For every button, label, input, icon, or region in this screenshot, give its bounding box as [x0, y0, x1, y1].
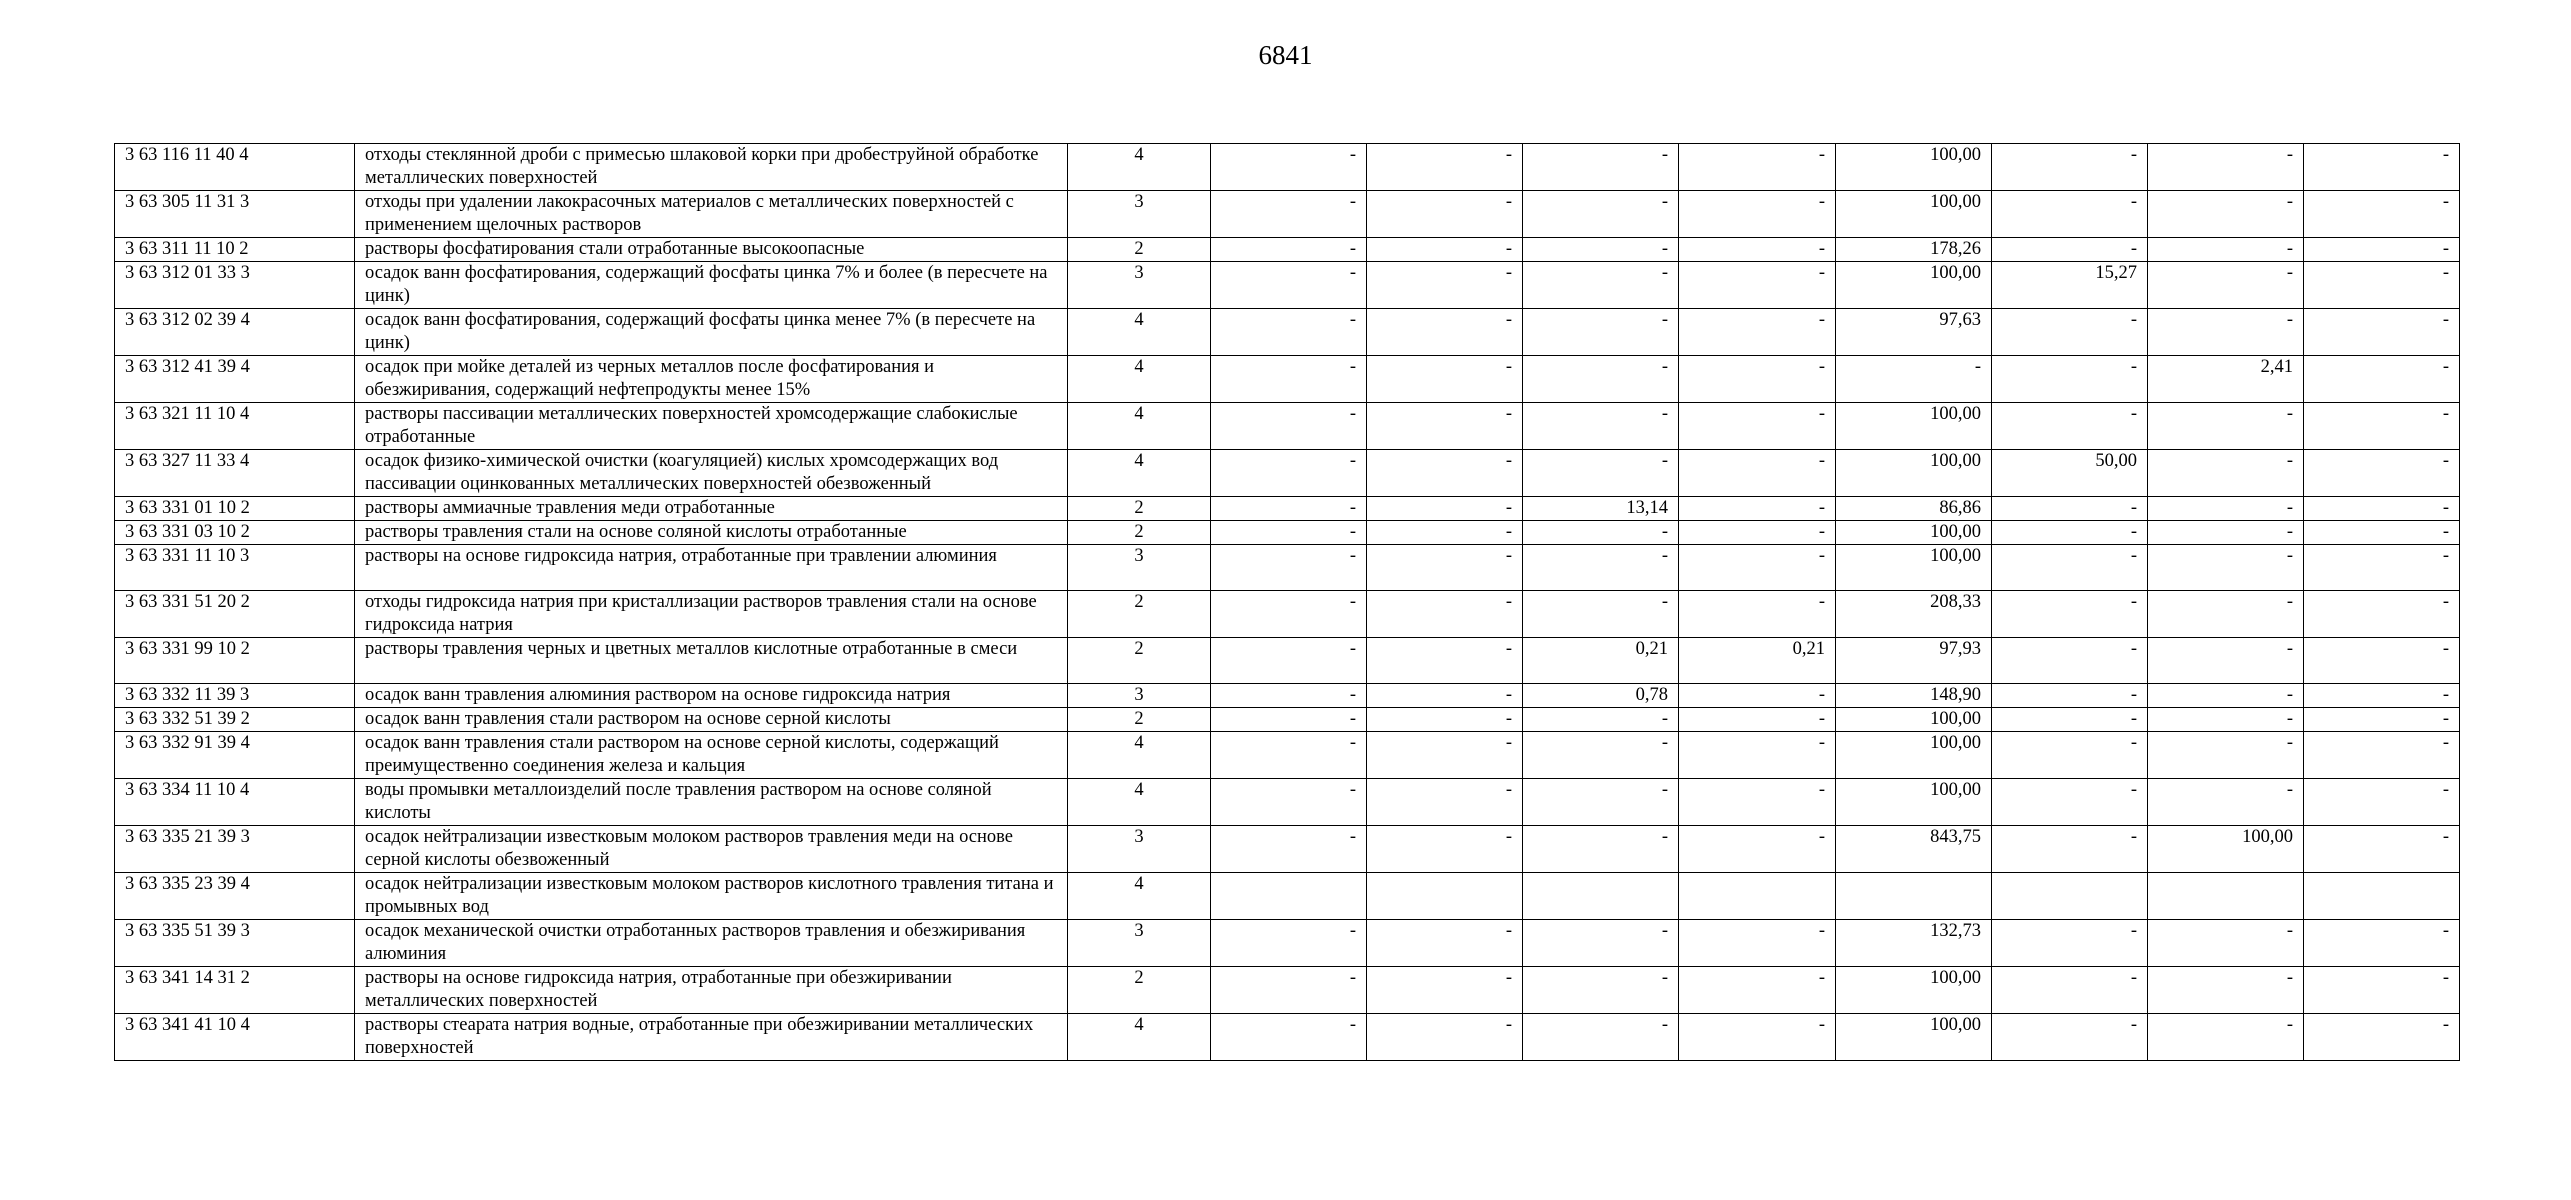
value-cell-6: -: [1992, 708, 2148, 732]
value-cell-6: -: [1992, 403, 2148, 450]
value-cell-6: -: [1992, 356, 2148, 403]
waste-code-cell: 3 63 341 41 10 4: [115, 1014, 355, 1061]
value-cell-4: -: [1679, 450, 1836, 497]
hazard-class-cell: 4: [1068, 779, 1211, 826]
table-row: [115, 356, 2460, 403]
value-cell-7: -: [2148, 309, 2304, 356]
value-cell-3: -: [1523, 708, 1679, 732]
value-cell-2: -: [1367, 779, 1523, 826]
value-cell-4: -: [1679, 920, 1836, 967]
value-cell-7: -: [2148, 191, 2304, 238]
waste-name-cell: воды промывки металлоизделий после травления раствором на основе соляной кислоты: [355, 779, 1068, 826]
table-row: [115, 238, 2460, 262]
waste-code-cell: 3 63 312 41 39 4: [115, 356, 355, 403]
value-cell-6: -: [1992, 638, 2148, 684]
waste-name-cell: осадок физико-химической очистки (коагуляцией) кислых хромсодержащих вод пассивации оцинкованных металлических поверхностей обезвоженный: [355, 450, 1068, 497]
hazard-class-cell: 2: [1068, 591, 1211, 638]
hazard-class-cell: 2: [1068, 238, 1211, 262]
value-cell-4: -: [1679, 191, 1836, 238]
table-row: [115, 826, 2460, 873]
waste-name-cell: растворы травления черных и цветных металлов кислотные отработанные в смеси: [355, 638, 1068, 684]
value-cell-7: -: [2148, 708, 2304, 732]
value-cell-3: -: [1523, 450, 1679, 497]
table-row: [115, 521, 2460, 545]
hazard-class-cell: 4: [1068, 309, 1211, 356]
table-row: [115, 545, 2460, 591]
waste-code-cell: 3 63 331 11 10 3: [115, 545, 355, 591]
table-row: [115, 638, 2460, 684]
waste-name-cell: отходы гидроксида натрия при кристаллизации растворов травления стали на основе гидроксида натрия: [355, 591, 1068, 638]
value-cell-3: -: [1523, 262, 1679, 309]
value-cell-6: -: [1992, 1014, 2148, 1061]
waste-code-cell: 3 63 331 51 20 2: [115, 591, 355, 638]
value-cell-5: 100,00: [1836, 262, 1992, 309]
waste-code-cell: 3 63 327 11 33 4: [115, 450, 355, 497]
value-cell-3: -: [1523, 521, 1679, 545]
value-cell-2: -: [1367, 591, 1523, 638]
value-cell-6: -: [1992, 191, 2148, 238]
value-cell-8: -: [2304, 262, 2460, 309]
value-cell-7: -: [2148, 638, 2304, 684]
value-cell-1: -: [1211, 356, 1367, 403]
waste-name-cell: осадок механической очистки отработанных растворов травления и обезжиривания алюминия: [355, 920, 1068, 967]
table-row: [115, 967, 2460, 1014]
value-cell-5: 132,73: [1836, 920, 1992, 967]
value-cell-6: -: [1992, 779, 2148, 826]
waste-name-cell: растворы пассивации металлических поверхностей хромсодержащие слабокислые отработанные: [355, 403, 1068, 450]
waste-code-cell: 3 63 116 11 40 4: [115, 144, 355, 191]
waste-code-cell: 3 63 335 51 39 3: [115, 920, 355, 967]
value-cell-7: -: [2148, 521, 2304, 545]
value-cell-1: -: [1211, 450, 1367, 497]
value-cell-6: -: [1992, 144, 2148, 191]
value-cell-4: -: [1679, 497, 1836, 521]
value-cell-1: -: [1211, 684, 1367, 708]
value-cell-7: -: [2148, 144, 2304, 191]
waste-name-cell: растворы стеарата натрия водные, отработанные при обезжиривании металлических поверхностей: [355, 1014, 1068, 1061]
waste-code-cell: 3 63 334 11 10 4: [115, 779, 355, 826]
value-cell-3: -: [1523, 732, 1679, 779]
value-cell-5: 97,63: [1836, 309, 1992, 356]
value-cell-8: -: [2304, 521, 2460, 545]
value-cell-2: -: [1367, 684, 1523, 708]
waste-code-cell: 3 63 312 01 33 3: [115, 262, 355, 309]
value-cell-6: -: [1992, 920, 2148, 967]
value-cell-8: -: [2304, 708, 2460, 732]
value-cell-1: [1211, 873, 1367, 920]
value-cell-4: -: [1679, 1014, 1836, 1061]
value-cell-4: -: [1679, 356, 1836, 403]
value-cell-7: 100,00: [2148, 826, 2304, 873]
page-number: 6841: [1258, 40, 1313, 70]
value-cell-4: -: [1679, 967, 1836, 1014]
value-cell-8: -: [2304, 967, 2460, 1014]
value-cell-8: -: [2304, 591, 2460, 638]
value-cell-2: -: [1367, 826, 1523, 873]
value-cell-4: -: [1679, 545, 1836, 591]
value-cell-5: 843,75: [1836, 826, 1992, 873]
value-cell-2: -: [1367, 638, 1523, 684]
value-cell-4: -: [1679, 779, 1836, 826]
value-cell-1: -: [1211, 920, 1367, 967]
waste-name-cell: осадок нейтрализации известковым молоком растворов травления меди на основе серной кислоты обезвоженный: [355, 826, 1068, 873]
value-cell-2: -: [1367, 450, 1523, 497]
table-row: [115, 920, 2460, 967]
value-cell-6: [1992, 873, 2148, 920]
hazard-class-cell: 2: [1068, 521, 1211, 545]
hazard-class-cell: 3: [1068, 684, 1211, 708]
value-cell-3: -: [1523, 191, 1679, 238]
table-row: [115, 144, 2460, 191]
value-cell-3: -: [1523, 920, 1679, 967]
value-cell-2: -: [1367, 1014, 1523, 1061]
hazard-class-cell: 3: [1068, 545, 1211, 591]
hazard-class-cell: 3: [1068, 826, 1211, 873]
waste-table: [114, 143, 2460, 1061]
waste-code-cell: 3 63 332 91 39 4: [115, 732, 355, 779]
value-cell-8: -: [2304, 450, 2460, 497]
table-row: [115, 191, 2460, 238]
value-cell-2: -: [1367, 309, 1523, 356]
value-cell-8: -: [2304, 309, 2460, 356]
value-cell-3: -: [1523, 403, 1679, 450]
value-cell-8: -: [2304, 403, 2460, 450]
value-cell-6: -: [1992, 309, 2148, 356]
table-row: [115, 309, 2460, 356]
value-cell-6: -: [1992, 497, 2148, 521]
value-cell-3: -: [1523, 591, 1679, 638]
value-cell-6: -: [1992, 238, 2148, 262]
value-cell-3: [1523, 873, 1679, 920]
table-row: [115, 1014, 2460, 1061]
waste-name-cell: осадок ванн травления стали раствором на основе серной кислоты, содержащий преимущественно соединения железа и кальция: [355, 732, 1068, 779]
waste-name-cell: растворы травления стали на основе соляной кислоты отработанные: [355, 521, 1068, 545]
value-cell-5: [1836, 873, 1992, 920]
waste-code-cell: 3 63 312 02 39 4: [115, 309, 355, 356]
waste-name-cell: осадок при мойке деталей из черных металлов после фосфатирования и обезжиривания, содержащий нефтепродукты менее 15%: [355, 356, 1068, 403]
value-cell-5: 100,00: [1836, 708, 1992, 732]
value-cell-6: -: [1992, 545, 2148, 591]
value-cell-7: -: [2148, 732, 2304, 779]
hazard-class-cell: 3: [1068, 920, 1211, 967]
value-cell-1: -: [1211, 967, 1367, 1014]
hazard-class-cell: 4: [1068, 450, 1211, 497]
hazard-class-cell: 4: [1068, 873, 1211, 920]
waste-code-cell: 3 63 305 11 31 3: [115, 191, 355, 238]
value-cell-4: -: [1679, 826, 1836, 873]
value-cell-8: -: [2304, 356, 2460, 403]
hazard-class-cell: 2: [1068, 967, 1211, 1014]
value-cell-7: [2148, 873, 2304, 920]
value-cell-3: -: [1523, 356, 1679, 403]
waste-name-cell: осадок ванн фосфатирования, содержащий фосфаты цинка 7% и более (в пересчете на цинк): [355, 262, 1068, 309]
value-cell-4: -: [1679, 403, 1836, 450]
value-cell-8: -: [2304, 684, 2460, 708]
value-cell-4: -: [1679, 309, 1836, 356]
table-row: [115, 262, 2460, 309]
value-cell-5: 100,00: [1836, 521, 1992, 545]
waste-name-cell: осадок ванн травления стали раствором на основе серной кислоты: [355, 708, 1068, 732]
value-cell-5: 97,93: [1836, 638, 1992, 684]
value-cell-6: -: [1992, 684, 2148, 708]
value-cell-4: -: [1679, 732, 1836, 779]
waste-code-cell: 3 63 331 99 10 2: [115, 638, 355, 684]
value-cell-5: 100,00: [1836, 144, 1992, 191]
value-cell-8: -: [2304, 497, 2460, 521]
waste-name-cell: растворы аммиачные травления меди отработанные: [355, 497, 1068, 521]
value-cell-2: -: [1367, 262, 1523, 309]
value-cell-4: [1679, 873, 1836, 920]
value-cell-7: -: [2148, 403, 2304, 450]
value-cell-7: -: [2148, 238, 2304, 262]
waste-name-cell: отходы стеклянной дроби с примесью шлаковой корки при дробеструйной обработке металлических поверхностей: [355, 144, 1068, 191]
value-cell-7: -: [2148, 497, 2304, 521]
value-cell-2: -: [1367, 708, 1523, 732]
value-cell-4: -: [1679, 521, 1836, 545]
table-row: [115, 591, 2460, 638]
table-row: [115, 779, 2460, 826]
hazard-class-cell: 2: [1068, 497, 1211, 521]
value-cell-2: [1367, 873, 1523, 920]
waste-code-cell: 3 63 341 14 31 2: [115, 967, 355, 1014]
value-cell-7: -: [2148, 450, 2304, 497]
value-cell-7: -: [2148, 591, 2304, 638]
table-row: [115, 497, 2460, 521]
value-cell-2: -: [1367, 356, 1523, 403]
value-cell-4: -: [1679, 262, 1836, 309]
waste-name-cell: отходы при удалении лакокрасочных материалов с металлических поверхностей с применением щелочных растворов: [355, 191, 1068, 238]
value-cell-2: -: [1367, 967, 1523, 1014]
hazard-class-cell: 2: [1068, 708, 1211, 732]
waste-name-cell: растворы фосфатирования стали отработанные высокоопасные: [355, 238, 1068, 262]
value-cell-6: -: [1992, 521, 2148, 545]
value-cell-5: 100,00: [1836, 1014, 1992, 1061]
value-cell-2: -: [1367, 521, 1523, 545]
value-cell-1: -: [1211, 591, 1367, 638]
value-cell-1: -: [1211, 238, 1367, 262]
value-cell-8: -: [2304, 826, 2460, 873]
hazard-class-cell: 4: [1068, 1014, 1211, 1061]
value-cell-4: 0,21: [1679, 638, 1836, 684]
value-cell-2: -: [1367, 920, 1523, 967]
value-cell-8: -: [2304, 638, 2460, 684]
table-row: [115, 684, 2460, 708]
value-cell-3: 0,21: [1523, 638, 1679, 684]
value-cell-7: -: [2148, 262, 2304, 309]
value-cell-2: -: [1367, 191, 1523, 238]
value-cell-1: -: [1211, 1014, 1367, 1061]
waste-code-cell: 3 63 321 11 10 4: [115, 403, 355, 450]
value-cell-6: -: [1992, 826, 2148, 873]
value-cell-4: -: [1679, 144, 1836, 191]
value-cell-3: -: [1523, 779, 1679, 826]
value-cell-1: -: [1211, 545, 1367, 591]
value-cell-5: 100,00: [1836, 191, 1992, 238]
waste-code-cell: 3 63 332 11 39 3: [115, 684, 355, 708]
value-cell-2: -: [1367, 545, 1523, 591]
value-cell-5: 100,00: [1836, 450, 1992, 497]
value-cell-6: -: [1992, 732, 2148, 779]
value-cell-3: -: [1523, 967, 1679, 1014]
table-row: [115, 450, 2460, 497]
waste-code-cell: 3 63 311 11 10 2: [115, 238, 355, 262]
value-cell-1: -: [1211, 638, 1367, 684]
value-cell-6: -: [1992, 967, 2148, 1014]
value-cell-3: -: [1523, 238, 1679, 262]
hazard-class-cell: 2: [1068, 638, 1211, 684]
value-cell-3: 13,14: [1523, 497, 1679, 521]
value-cell-6: 15,27: [1992, 262, 2148, 309]
waste-name-cell: осадок ванн травления алюминия раствором на основе гидроксида натрия: [355, 684, 1068, 708]
value-cell-1: -: [1211, 779, 1367, 826]
hazard-class-cell: 4: [1068, 356, 1211, 403]
table-row: [115, 708, 2460, 732]
waste-name-cell: растворы на основе гидроксида натрия, отработанные при травлении алюминия: [355, 545, 1068, 591]
value-cell-7: -: [2148, 967, 2304, 1014]
value-cell-7: -: [2148, 779, 2304, 826]
value-cell-2: -: [1367, 144, 1523, 191]
value-cell-1: -: [1211, 826, 1367, 873]
value-cell-4: -: [1679, 708, 1836, 732]
hazard-class-cell: 3: [1068, 262, 1211, 309]
value-cell-5: 100,00: [1836, 403, 1992, 450]
table-row: [115, 403, 2460, 450]
value-cell-7: -: [2148, 545, 2304, 591]
hazard-class-cell: 4: [1068, 144, 1211, 191]
value-cell-8: -: [2304, 920, 2460, 967]
value-cell-5: 100,00: [1836, 779, 1992, 826]
waste-code-cell: 3 63 331 01 10 2: [115, 497, 355, 521]
value-cell-4: -: [1679, 591, 1836, 638]
table-body: [115, 144, 2460, 1061]
value-cell-3: -: [1523, 826, 1679, 873]
value-cell-6: -: [1992, 591, 2148, 638]
value-cell-1: -: [1211, 497, 1367, 521]
value-cell-2: -: [1367, 403, 1523, 450]
value-cell-7: 2,41: [2148, 356, 2304, 403]
value-cell-3: -: [1523, 309, 1679, 356]
value-cell-5: 208,33: [1836, 591, 1992, 638]
value-cell-5: 178,26: [1836, 238, 1992, 262]
value-cell-5: 100,00: [1836, 545, 1992, 591]
hazard-class-cell: 4: [1068, 403, 1211, 450]
value-cell-5: 100,00: [1836, 967, 1992, 1014]
waste-code-cell: 3 63 335 23 39 4: [115, 873, 355, 920]
table-row: [115, 732, 2460, 779]
waste-name-cell: осадок нейтрализации известковым молоком растворов кислотного травления титана и промывных вод: [355, 873, 1068, 920]
hazard-class-cell: 4: [1068, 732, 1211, 779]
value-cell-8: [2304, 873, 2460, 920]
value-cell-3: -: [1523, 144, 1679, 191]
value-cell-1: -: [1211, 403, 1367, 450]
value-cell-8: -: [2304, 144, 2460, 191]
value-cell-8: -: [2304, 238, 2460, 262]
value-cell-2: -: [1367, 497, 1523, 521]
value-cell-8: -: [2304, 779, 2460, 826]
value-cell-1: -: [1211, 144, 1367, 191]
value-cell-1: -: [1211, 708, 1367, 732]
value-cell-4: -: [1679, 684, 1836, 708]
value-cell-7: -: [2148, 1014, 2304, 1061]
value-cell-5: 100,00: [1836, 732, 1992, 779]
table-row: [115, 873, 2460, 920]
value-cell-6: 50,00: [1992, 450, 2148, 497]
value-cell-1: -: [1211, 521, 1367, 545]
value-cell-5: -: [1836, 356, 1992, 403]
waste-name-cell: осадок ванн фосфатирования, содержащий фосфаты цинка менее 7% (в пересчете на цинк): [355, 309, 1068, 356]
value-cell-1: -: [1211, 191, 1367, 238]
value-cell-7: -: [2148, 920, 2304, 967]
value-cell-8: -: [2304, 191, 2460, 238]
value-cell-3: -: [1523, 545, 1679, 591]
value-cell-5: 86,86: [1836, 497, 1992, 521]
value-cell-5: 148,90: [1836, 684, 1992, 708]
value-cell-2: -: [1367, 732, 1523, 779]
value-cell-4: -: [1679, 238, 1836, 262]
waste-code-cell: 3 63 332 51 39 2: [115, 708, 355, 732]
value-cell-8: -: [2304, 1014, 2460, 1061]
value-cell-1: -: [1211, 309, 1367, 356]
value-cell-1: -: [1211, 262, 1367, 309]
value-cell-3: -: [1523, 1014, 1679, 1061]
value-cell-3: 0,78: [1523, 684, 1679, 708]
value-cell-1: -: [1211, 732, 1367, 779]
value-cell-7: -: [2148, 684, 2304, 708]
waste-code-cell: 3 63 331 03 10 2: [115, 521, 355, 545]
value-cell-2: -: [1367, 238, 1523, 262]
value-cell-8: -: [2304, 545, 2460, 591]
hazard-class-cell: 3: [1068, 191, 1211, 238]
waste-name-cell: растворы на основе гидроксида натрия, отработанные при обезжиривании металлических поверхностей: [355, 967, 1068, 1014]
waste-code-cell: 3 63 335 21 39 3: [115, 826, 355, 873]
value-cell-8: -: [2304, 732, 2460, 779]
